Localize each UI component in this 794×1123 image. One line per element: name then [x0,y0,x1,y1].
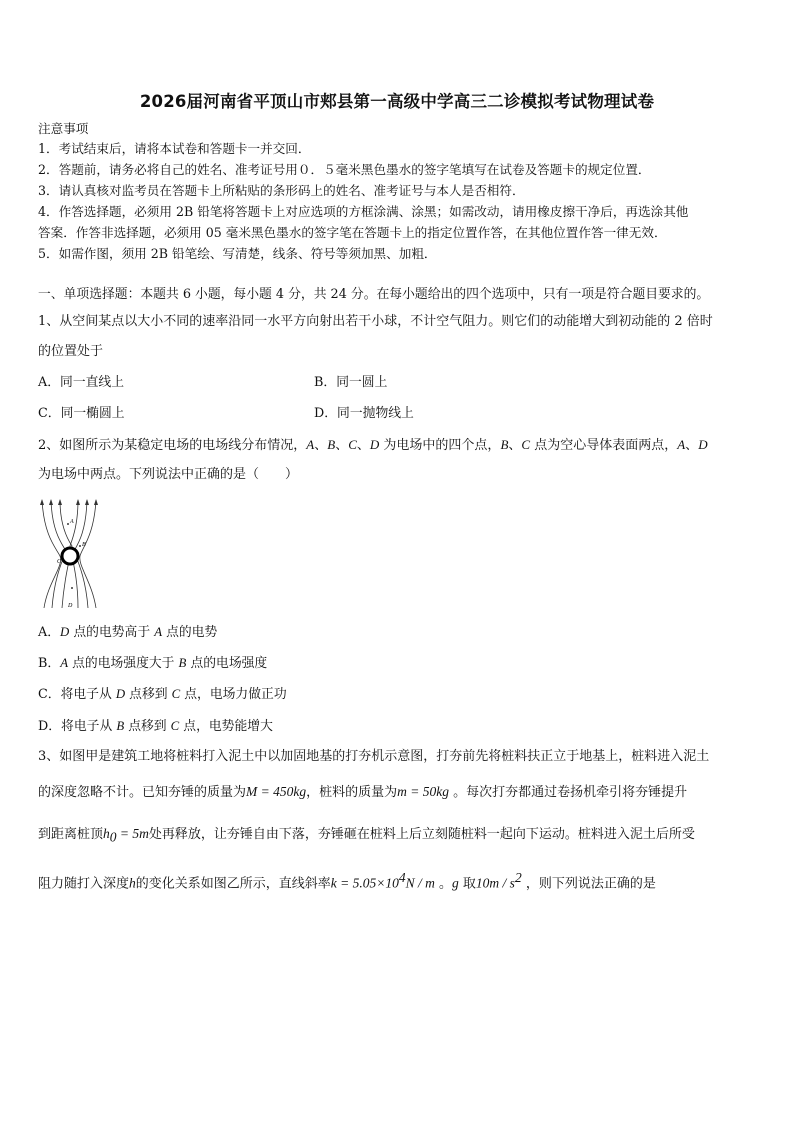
q2-text: 、 [685,438,699,453]
q3-text: 到距离桩顶 [38,827,104,842]
notice-item-1: 1．考试结束后，请将本试卷和答题卡一并交回． [38,141,311,156]
option-text: 点，电场力做正功 [180,687,287,702]
q3-math: M = 450kg [246,784,307,799]
q2-var: A [677,437,686,452]
q2-text: 2、如图所示为某稳定电场的电场线分布情况， [38,438,307,453]
q3-text: ，桩料的质量为 [306,785,398,800]
q2-stem-line1 [38,437,708,454]
label-d: D [68,603,73,609]
arrow-head [58,499,62,505]
q2-var: B [327,437,336,452]
q3-math: k = 5.05×10 [330,875,399,891]
q2-text: 点为空心导体表面两点， [530,438,678,453]
q2-option-c [38,686,287,703]
option-var: A [154,625,163,639]
q3-stem-line1: 3、如图甲是建筑工地将桩料打入泥土中以加固地基的打夯机示意图，打夯前先将桩料扶正立于地基上，桩料进入泥土 [38,749,710,764]
option-var: A [60,656,69,670]
q3-math: g [452,875,459,891]
notice-item-3: 3．请认真核对监考员在答题卡上所粘贴的条形码上的姓名、准考证号与本人是否相符． [38,183,525,198]
q3-math: N / m [405,875,435,891]
q3-stem-line2 [38,784,687,801]
option-text: 点，电势能增大 [179,719,273,734]
arrow-head [40,499,44,505]
point-d-dot [71,587,73,589]
q2-var: C [521,437,531,452]
point-c-dot [61,559,63,561]
q2-text: 、 [508,438,522,453]
option-text: 点移到 [124,719,171,734]
notice-item-4-cont: 答案．作答非选择题，必须用 05 毫米黑色墨水的签字笔在答题卡上的指定位置作答，在其他位置作答一律无效． [38,225,667,240]
option-text: B． [38,656,61,671]
q3-text: 的深度忽略不计。已知夯锤的质量为 [38,785,247,800]
q3-text: ，则下列说法正确的是 [521,876,656,892]
q3-text: 的变化关系如图乙所示，直线斜率 [135,876,331,892]
q3-stem-line4 [38,870,656,892]
q1-stem-line2: 的位置处于 [38,344,104,359]
q1-option-d: D．同一抛物线上 [314,406,414,421]
q3-math-sup: 4 [398,870,406,885]
option-var: B [116,719,125,733]
q1-option-c: C．同一椭圆上 [38,406,125,421]
point-a-dot [67,523,69,525]
q3-math-sub: 0 [109,829,117,845]
q2-option-d [38,718,273,735]
q3-stem-line3 [38,826,695,846]
q2-text: 、 [356,438,370,453]
q3-text: 。每次打夯都通过卷扬机牵引将夯锤提升 [449,785,688,800]
q3-math: = 5m [116,826,149,841]
notice-item-2: 2．答题前，请务必将自己的姓名、准考证号用０．５毫米黑色墨水的签字笔填写在试卷及答题卡的规定位置． [38,162,651,177]
q2-var: C [348,437,357,452]
q2-stem-line2: 为电场中两点。下列说法中正确的是（ ） [38,467,299,482]
field-line [42,500,61,608]
option-text: 点的电场强度 [186,656,268,671]
option-text: A． [38,625,61,640]
q3-math: h [103,826,110,841]
q2-var: D [698,437,708,452]
option-var: D [115,687,126,701]
option-var: B [178,656,187,670]
label-b: B [82,542,86,548]
arrow-head [85,499,89,505]
option-text: 点移到 [125,687,172,702]
hollow-conductor [62,548,78,564]
q2-var: A [306,437,315,452]
section-heading: 一、单项选择题：本题共 6 小题，每小题 4 分，共 24 分。在每小题给出的四个选项中，只有一项是符合题目要求的。 [38,287,710,302]
q2-text: 、 [314,438,328,453]
option-text: D．将电子从 [38,719,117,734]
q3-text: 处再释放，让夯锤自由下落，夯锤砸在桩料上后立刻随桩料一起向下运动。桩料进入泥土后所受 [148,827,695,842]
label-c: C [57,559,62,565]
q1-option-b: B．同一圆上 [314,375,388,390]
q2-option-a [38,624,217,641]
notice-item-4: 4．作答选择题，必须用 2B 铅笔将答题卡上对应选项的方框涂满、涂黑；如需改动，请用橡皮擦干净后，再选涂其他 [38,204,689,219]
field-line [80,500,96,608]
option-text: 点的电势高于 [69,625,155,640]
q3-math: m = 50kg [397,784,449,799]
notice-item-5: 5．如需作图，须用 2B 铅笔绘、写清楚，线条、符号等须加黑、加粗． [38,246,437,261]
q1-option-a: A．同一直线上 [38,375,125,390]
q2-option-b [38,655,267,672]
q3-text: 取 [458,876,476,892]
option-text: C．将电子从 [38,687,116,702]
q3-text: 。 [434,876,453,892]
arrow-head [76,499,80,505]
page-title: 2026届河南省平顶山市郏县第一高级中学高三二诊模拟考试物理试卷 [139,92,655,111]
q2-text: 为电场中的四个点， [379,438,501,453]
option-text: 点的电场强度大于 [68,656,179,671]
point-b-dot [79,545,81,547]
electric-field-figure [38,496,100,612]
q1-stem-line1: 1、从空间某点以大小不同的速率沿同一水平方向射出若干小球，不计空气阻力。则它们的动能增大到初动能的 2 倍时 [38,314,713,329]
option-text: 点的电势 [162,625,218,640]
q3-math: h [129,875,136,891]
q3-math-sup: 2 [514,870,522,885]
q3-text: 阻力随打入深度 [38,876,130,892]
notice-heading: 注意事项 [38,121,89,136]
option-var: C [171,687,181,701]
arrow-head [94,499,98,505]
arrow-head [49,499,53,505]
q2-text: 、 [335,438,349,453]
option-var: C [170,719,180,733]
option-var: D [60,625,70,639]
q2-var: B [500,437,509,452]
q2-var: D [369,437,380,452]
label-a: A [70,519,74,525]
q3-math: 10m / s [475,875,515,891]
